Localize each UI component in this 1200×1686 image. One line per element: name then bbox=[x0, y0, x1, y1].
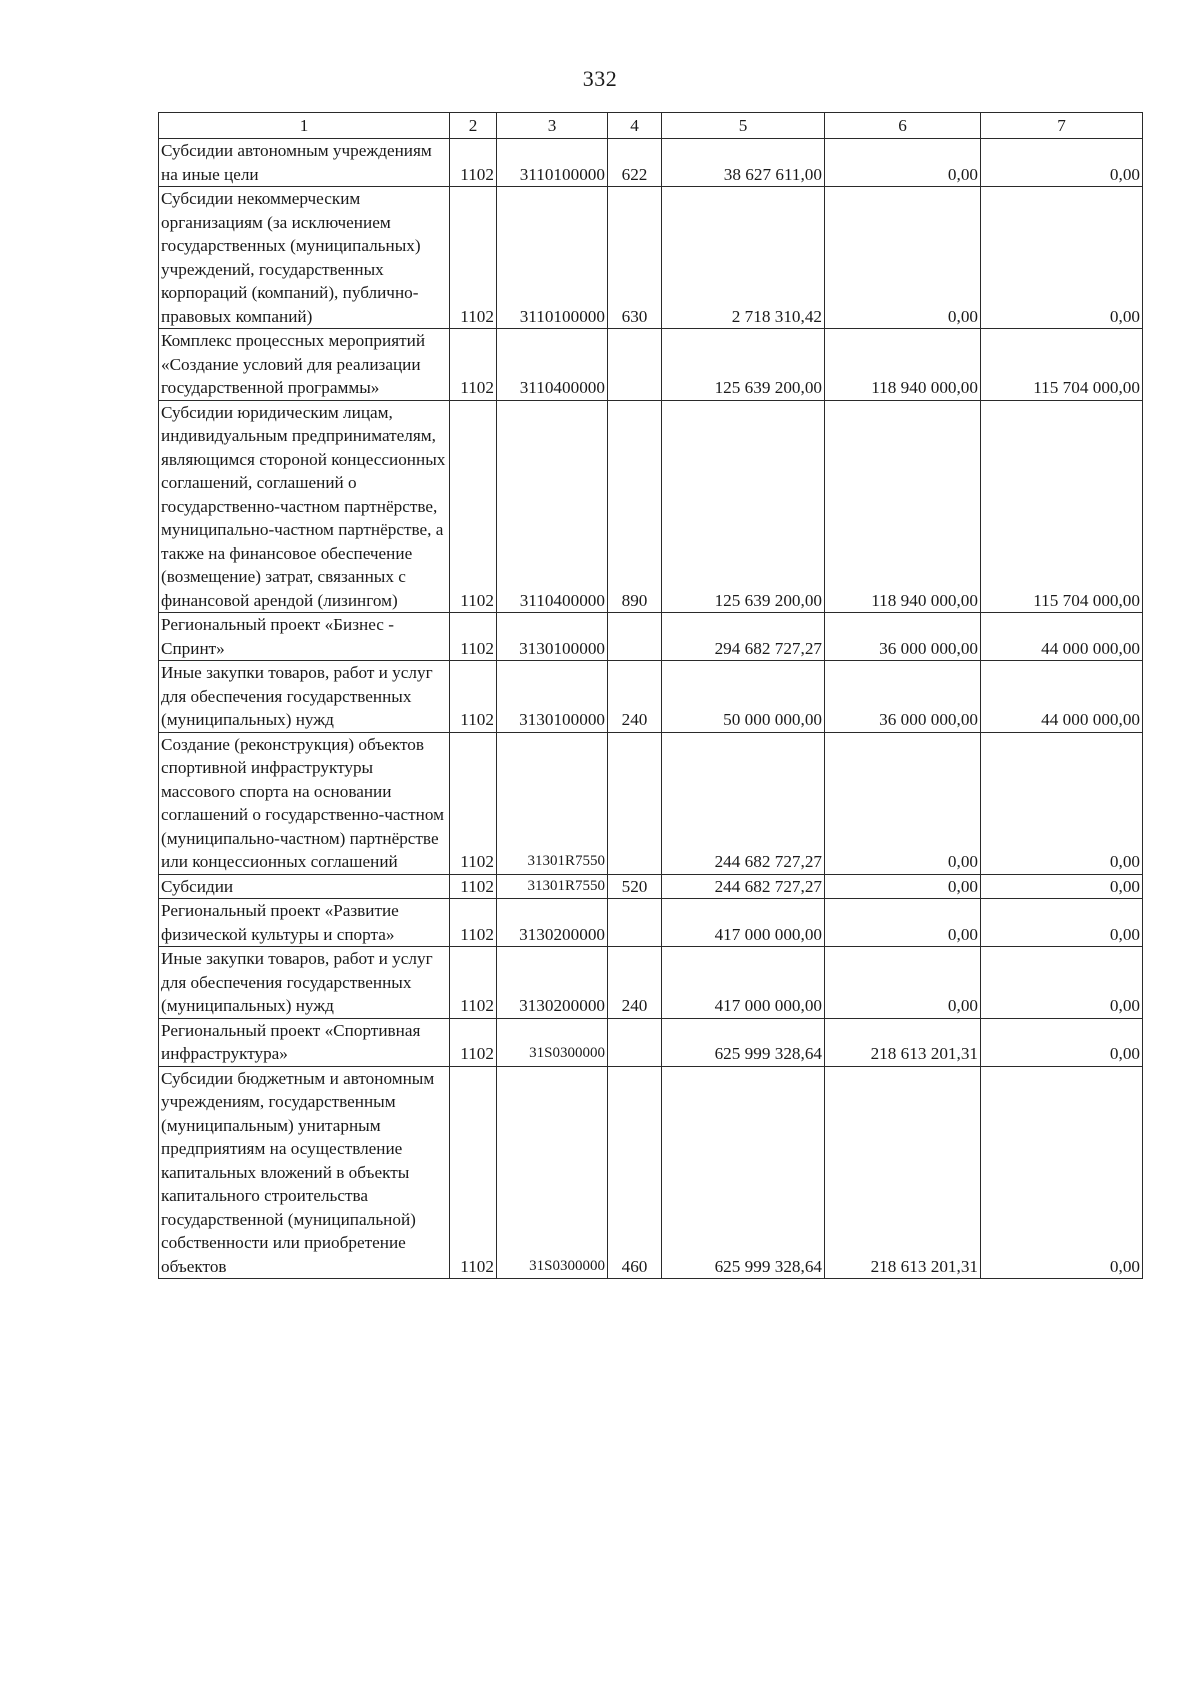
row-expense-type bbox=[608, 329, 662, 401]
row-name: Субсидии юридическим лицам, индивидуальным предпринимателям, являющимся стороной концессионных соглашений, соглашений о государственно-частном партнёрстве, муниципально-частном партнёрстве, а также на финансовое обеспечение (возмещение) затрат, связанных с финансовой арендой (лизингом) bbox=[159, 400, 450, 613]
row-amount-7: 0,00 bbox=[981, 1066, 1143, 1279]
row-section: 1102 bbox=[450, 732, 497, 874]
row-target-code: 3110400000 bbox=[497, 400, 608, 613]
row-section: 1102 bbox=[450, 329, 497, 401]
row-section: 1102 bbox=[450, 874, 497, 899]
row-amount-7: 0,00 bbox=[981, 732, 1143, 874]
row-amount-7: 0,00 bbox=[981, 139, 1143, 187]
row-amount-5: 244 682 727,27 bbox=[662, 732, 825, 874]
row-section: 1102 bbox=[450, 139, 497, 187]
column-header: 2 bbox=[450, 113, 497, 139]
row-amount-5: 50 000 000,00 bbox=[662, 661, 825, 733]
table-row bbox=[159, 329, 1143, 401]
row-expense-type: 240 bbox=[608, 947, 662, 1019]
column-header: 7 bbox=[981, 113, 1143, 139]
column-header: 5 bbox=[662, 113, 825, 139]
row-amount-6: 0,00 bbox=[825, 732, 981, 874]
row-section: 1102 bbox=[450, 1018, 497, 1066]
row-name: Комплекс процессных мероприятий «Создание условий для реализации государственной программы» bbox=[159, 329, 450, 401]
row-amount-6: 118 940 000,00 bbox=[825, 400, 981, 613]
table-row bbox=[159, 139, 1143, 187]
row-name: Субсидии автономным учреждениям на иные цели bbox=[159, 139, 450, 187]
row-target-code: 31S0300000 bbox=[497, 1018, 608, 1066]
row-expense-type: 890 bbox=[608, 400, 662, 613]
row-amount-6: 118 940 000,00 bbox=[825, 329, 981, 401]
table-row bbox=[159, 1018, 1143, 1066]
row-amount-7: 44 000 000,00 bbox=[981, 613, 1143, 661]
table-header-row bbox=[159, 113, 1143, 139]
row-section: 1102 bbox=[450, 1066, 497, 1279]
row-target-code: 3110100000 bbox=[497, 187, 608, 329]
row-amount-7: 0,00 bbox=[981, 1018, 1143, 1066]
row-name: Иные закупки товаров, работ и услуг для обеспечения государственных (муниципальных) нужд bbox=[159, 661, 450, 733]
row-amount-7: 0,00 bbox=[981, 874, 1143, 899]
column-header: 3 bbox=[497, 113, 608, 139]
row-expense-type bbox=[608, 732, 662, 874]
row-amount-7: 44 000 000,00 bbox=[981, 661, 1143, 733]
row-expense-type bbox=[608, 899, 662, 947]
column-header: 4 bbox=[608, 113, 662, 139]
table-row bbox=[159, 187, 1143, 329]
table-row bbox=[159, 874, 1143, 899]
row-target-code: 3130200000 bbox=[497, 899, 608, 947]
row-amount-7: 0,00 bbox=[981, 187, 1143, 329]
row-amount-5: 417 000 000,00 bbox=[662, 899, 825, 947]
row-expense-type: 520 bbox=[608, 874, 662, 899]
row-expense-type: 460 bbox=[608, 1066, 662, 1279]
table-row bbox=[159, 1066, 1143, 1279]
table-row bbox=[159, 400, 1143, 613]
row-target-code: 31301R7550 bbox=[497, 874, 608, 899]
row-amount-6: 0,00 bbox=[825, 187, 981, 329]
table-row bbox=[159, 899, 1143, 947]
row-name: Субсидии bbox=[159, 874, 450, 899]
row-name: Субсидии некоммерческим организациям (за исключением государственных (муниципальных) учреждений, государственных корпораций (компаний), публично-правовых компаний) bbox=[159, 187, 450, 329]
row-amount-7: 0,00 bbox=[981, 947, 1143, 1019]
row-name: Региональный проект «Развитие физической культуры и спорта» bbox=[159, 899, 450, 947]
row-target-code: 3110100000 bbox=[497, 139, 608, 187]
table-row bbox=[159, 613, 1143, 661]
column-header: 6 bbox=[825, 113, 981, 139]
row-name: Региональный проект «Бизнес - Спринт» bbox=[159, 613, 450, 661]
row-name: Региональный проект «Спортивная инфраструктура» bbox=[159, 1018, 450, 1066]
table-row bbox=[159, 947, 1143, 1019]
table-row bbox=[159, 661, 1143, 733]
row-amount-6: 218 613 201,31 bbox=[825, 1018, 981, 1066]
row-amount-5: 625 999 328,64 bbox=[662, 1018, 825, 1066]
row-amount-5: 2 718 310,42 bbox=[662, 187, 825, 329]
row-expense-type: 240 bbox=[608, 661, 662, 733]
row-amount-6: 36 000 000,00 bbox=[825, 613, 981, 661]
row-amount-5: 417 000 000,00 bbox=[662, 947, 825, 1019]
row-section: 1102 bbox=[450, 613, 497, 661]
row-target-code: 3110400000 bbox=[497, 329, 608, 401]
row-amount-5: 38 627 611,00 bbox=[662, 139, 825, 187]
budget-table bbox=[158, 112, 1143, 1279]
row-amount-5: 244 682 727,27 bbox=[662, 874, 825, 899]
row-target-code: 31301R7550 bbox=[497, 732, 608, 874]
row-amount-6: 0,00 bbox=[825, 899, 981, 947]
row-target-code: 3130200000 bbox=[497, 947, 608, 1019]
column-header: 1 bbox=[159, 113, 450, 139]
row-amount-6: 218 613 201,31 bbox=[825, 1066, 981, 1279]
table-row bbox=[159, 732, 1143, 874]
row-amount-5: 625 999 328,64 bbox=[662, 1066, 825, 1279]
row-target-code: 3130100000 bbox=[497, 661, 608, 733]
row-section: 1102 bbox=[450, 899, 497, 947]
row-amount-6: 36 000 000,00 bbox=[825, 661, 981, 733]
row-amount-7: 0,00 bbox=[981, 899, 1143, 947]
row-expense-type bbox=[608, 613, 662, 661]
row-target-code: 31S0300000 bbox=[497, 1066, 608, 1279]
row-name: Субсидии бюджетным и автономным учреждениям, государственным (муниципальным) унитарным предприятиям на осуществление капитальных вложений в объекты капитального строительства государственной (муниципальной) собственности или приобретение объектов bbox=[159, 1066, 450, 1279]
row-section: 1102 bbox=[450, 947, 497, 1019]
row-name: Иные закупки товаров, работ и услуг для обеспечения государственных (муниципальных) нужд bbox=[159, 947, 450, 1019]
row-amount-5: 125 639 200,00 bbox=[662, 400, 825, 613]
row-amount-7: 115 704 000,00 bbox=[981, 329, 1143, 401]
row-section: 1102 bbox=[450, 400, 497, 613]
row-amount-5: 294 682 727,27 bbox=[662, 613, 825, 661]
row-expense-type: 630 bbox=[608, 187, 662, 329]
row-amount-6: 0,00 bbox=[825, 874, 981, 899]
row-section: 1102 bbox=[450, 661, 497, 733]
row-amount-6: 0,00 bbox=[825, 947, 981, 1019]
row-amount-6: 0,00 bbox=[825, 139, 981, 187]
row-amount-7: 115 704 000,00 bbox=[981, 400, 1143, 613]
row-amount-5: 125 639 200,00 bbox=[662, 329, 825, 401]
row-target-code: 3130100000 bbox=[497, 613, 608, 661]
row-expense-type: 622 bbox=[608, 139, 662, 187]
row-section: 1102 bbox=[450, 187, 497, 329]
row-name: Создание (реконструкция) объектов спортивной инфраструктуры массового спорта на основании соглашений о государственно-частном (муниципально-частном) партнёрстве или концессионных соглашений bbox=[159, 732, 450, 874]
row-expense-type bbox=[608, 1018, 662, 1066]
page-number: 332 bbox=[582, 66, 618, 91]
